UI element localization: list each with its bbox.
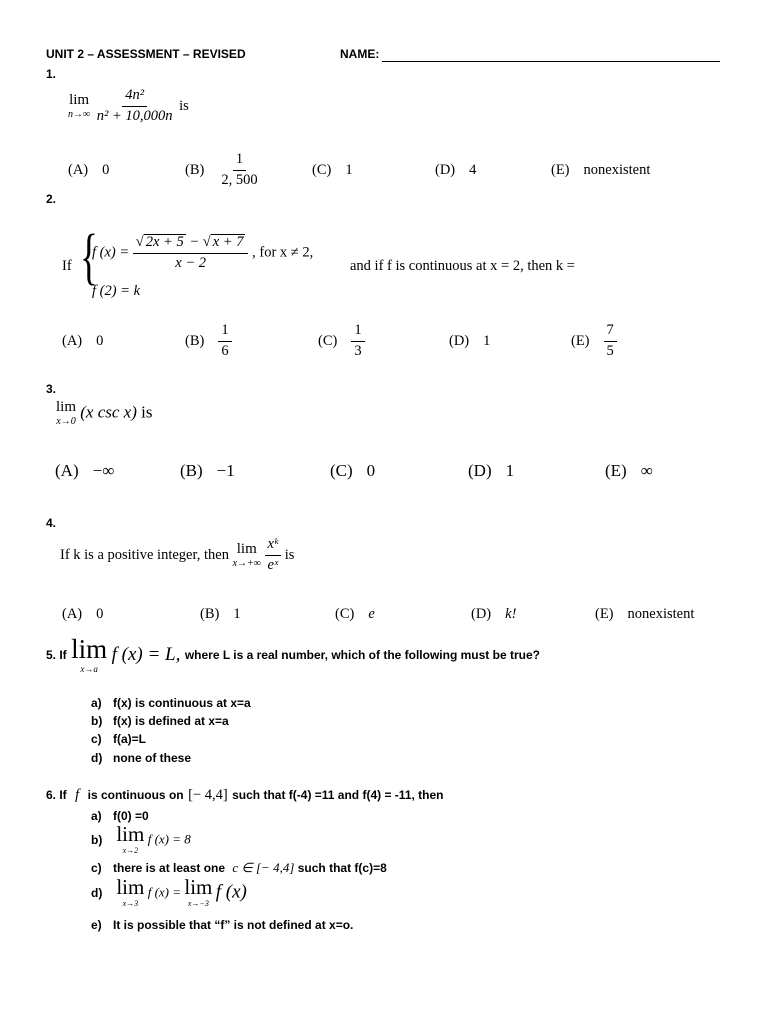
q4-choice-c[interactable]: (C) e <box>335 606 375 622</box>
q3-choice-d[interactable]: (D) 1 <box>468 461 515 480</box>
q2-if: If <box>62 258 72 274</box>
q2-piecewise-top: f (x) = $\frac{√ 2x + 5 - √ x + 7}{x - 2}$ , for x ≠ 2, <box>92 234 314 271</box>
q1-fraction: $\frac{\text{4n²}}{\text{n² + 10,000n}}$ <box>96 87 173 124</box>
q4-expression <box>60 537 294 574</box>
q1-choice-d[interactable]: (D) 4 <box>435 162 477 178</box>
q5-expr: f (x) = L, <box>111 644 181 665</box>
q3-choice-b[interactable]: (B) −1 <box>180 461 235 480</box>
q2-choice-a[interactable]: (A) 0 <box>62 333 104 349</box>
q2-brace: { <box>79 223 98 291</box>
q5-option-b[interactable]: b) f(x) is defined at x=a <box>91 714 229 728</box>
q3-choice-c[interactable]: (C) 0 <box>330 461 376 480</box>
q3-expression <box>56 400 152 427</box>
q5-stem <box>46 636 540 674</box>
q1-number: 1. <box>46 67 57 81</box>
q1-choice-b[interactable]: (B) $\frac{1}{2, 500}$ <box>185 151 258 188</box>
q1-choice-c[interactable]: (C) 1 <box>312 162 353 178</box>
q2-number: 2. <box>46 192 57 206</box>
q2-piecewise-bottom: f (2) = k <box>92 283 141 299</box>
q2-choice-d[interactable]: (D) 1 <box>449 333 491 349</box>
q6-option-a[interactable]: a) f(0) =0 <box>91 809 149 823</box>
q5-number: 5. If <box>46 648 67 662</box>
q5-option-a[interactable]: a) f(x) is continuous at x=a <box>91 696 251 710</box>
q6-tail: such that f(-4) =11 and f(4) = -11, then <box>232 788 444 802</box>
q4-fraction: $\frac{\text{xᵏ}}{\text{eˣ}}$ <box>265 537 282 574</box>
q5-option-c[interactable]: c) f(a)=L <box>91 732 146 746</box>
q5-limit: lim x→a <box>71 634 108 674</box>
name-label: NAME: <box>340 47 380 61</box>
q3-choice-a[interactable]: (A) −∞ <box>55 461 115 480</box>
q1-choice-e[interactable]: (E) nonexistent <box>551 162 651 178</box>
q4-prefix: If k is a positive integer, then <box>60 546 229 563</box>
q6-mid: is continuous on <box>87 788 184 802</box>
q1-choice-a[interactable]: (A) 0 <box>68 162 110 178</box>
name-field-line[interactable] <box>382 61 720 62</box>
q4-choice-b[interactable]: (B) 1 <box>200 606 241 622</box>
q6-prefix: 6. If <box>46 788 67 802</box>
q1-suffix: is <box>179 97 189 114</box>
q5-text: where L is a real number, which of the following must be true? <box>184 648 540 662</box>
q6-option-d[interactable]: d) lim x→3 f (x) = lim x→−3 f (x) <box>91 875 247 908</box>
q6-option-c[interactable]: c) there is at least one c ∈ [− 4,4] such that f(c)=8 <box>91 860 387 875</box>
q3-choice-e[interactable]: (E) ∞ <box>605 461 653 480</box>
q5-option-d[interactable]: d) none of these <box>91 751 192 765</box>
q2-choice-c[interactable]: (C) $\frac{1}{3}$ <box>318 323 365 360</box>
q1-limit: lim n→∞ <box>68 91 91 120</box>
q3-suffix: is <box>141 402 153 422</box>
q6-option-e[interactable]: e) It is possible that “f” is not defined at x=o. <box>91 918 354 932</box>
q6-option-b[interactable]: b) lim x→2 f (x) = 8 <box>91 822 191 855</box>
q4-choice-a[interactable]: (A) 0 <box>62 606 104 622</box>
q2-fraction: $\frac{√ 2x + 5 - √ x + 7}{x - 2}$ <box>133 234 249 272</box>
q6-stem <box>46 786 444 804</box>
q1-expression <box>68 88 189 125</box>
q6-f: f <box>75 787 80 803</box>
q2-choice-e[interactable]: (E) $\frac{7}{5}$ <box>571 323 617 360</box>
q4-suffix: is <box>284 546 295 563</box>
q4-limit: lim x→+∞ <box>232 540 261 569</box>
q3-expr: (x csc x) <box>80 402 137 422</box>
q6-interval: [− 4,4] <box>188 787 228 803</box>
q3-limit: lim x→0 <box>56 399 77 427</box>
q2-tail: and if f is continuous at x = 2, then k = <box>350 258 575 274</box>
q2-choice-b[interactable]: (B) $\frac{1}{6}$ <box>185 323 232 360</box>
q4-number: 4. <box>46 516 57 530</box>
q3-number: 3. <box>46 382 57 396</box>
q4-choice-d[interactable]: (D) k! <box>471 606 517 622</box>
worksheet-title: UNIT 2 – ASSESSMENT – REVISED <box>46 47 246 61</box>
q4-choice-e[interactable]: (E) nonexistent <box>595 606 695 622</box>
